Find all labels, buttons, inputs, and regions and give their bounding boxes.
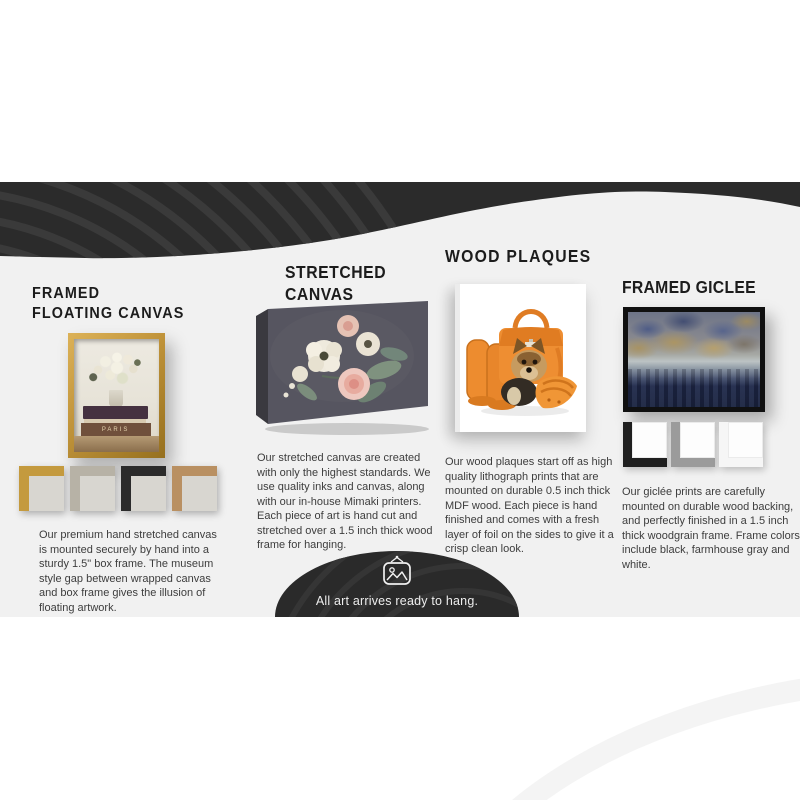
section-title-wood-plaques	[445, 245, 591, 267]
frame-swatch-champagne	[70, 466, 115, 511]
frame-swatch-gray	[671, 422, 715, 467]
title-line: FLOATING CANVAS	[32, 305, 185, 323]
title-line: CANVAS	[285, 284, 354, 305]
plaque-artwork	[455, 284, 586, 432]
section-title-framed-giclee	[622, 276, 756, 298]
wood-plaque-photo	[455, 284, 586, 432]
framed-picture-icon	[377, 553, 417, 595]
framed-giclee-photo	[623, 307, 765, 412]
frame-swatch-gold	[19, 466, 64, 511]
title-line: WOOD PLAQUES	[445, 246, 592, 266]
frame-swatch-black	[121, 466, 166, 511]
book-spine	[81, 423, 151, 436]
frame-swatch-white	[719, 422, 763, 467]
table-surface	[74, 436, 159, 452]
frame-swatch-bronze	[172, 466, 217, 511]
section-description-stretched-canvas: Our stretched canvas are created with only the highest standards. We use quality inks and canvas, along with our in-house Mimaki printers. Each piece of art is hand cut and stretched over a 1.5 inch thick wood frame for hanging.	[257, 452, 433, 552]
title-line: FRAMED GICLEE	[622, 277, 756, 297]
floating-canvas-photo	[68, 333, 165, 458]
abstract-giclee-painting	[628, 312, 760, 407]
section-description-wood-plaques: Our wood plaques start off as high quality lithograph prints that are mounted on durable 0.5 inch thick MDF wood. Each piece is hand finished and comes with a fresh layer of foil on the sides to give it a crisp clean look.	[445, 456, 614, 556]
book-spine-label: PARIS	[101, 426, 130, 433]
glass-vase	[109, 390, 123, 407]
floating-canvas-painting	[74, 339, 159, 452]
stretched-canvas-photo	[252, 296, 432, 436]
bottom-swoosh-decoration	[387, 619, 800, 800]
section-description-framed-giclee: Our giclée prints are carefully mounted on durable wood backing, and perfectly finished in a 1.5 inch thick woodgrain frame. Frame colors include black, farmhouse gray and white.	[622, 486, 800, 571]
title-line: FRAMED	[32, 285, 101, 302]
ready-to-hang-label: All art arrives ready to hang.	[315, 594, 479, 608]
navy-streaks	[628, 369, 760, 407]
title-line: STRETCHED	[285, 262, 387, 282]
section-title-framed-floating-canvas	[32, 284, 184, 324]
book-spine	[83, 406, 148, 419]
top-wave-decoration	[0, 182, 800, 272]
section-description-floating-canvas: Our premium hand stretched canvas is mounted securely by hand into a sturdy 1.5" box frame. The museum style gap between wrapped canvas and box frame gives the illusion of floating artwork.	[39, 529, 217, 614]
frame-swatch-black	[623, 422, 667, 467]
